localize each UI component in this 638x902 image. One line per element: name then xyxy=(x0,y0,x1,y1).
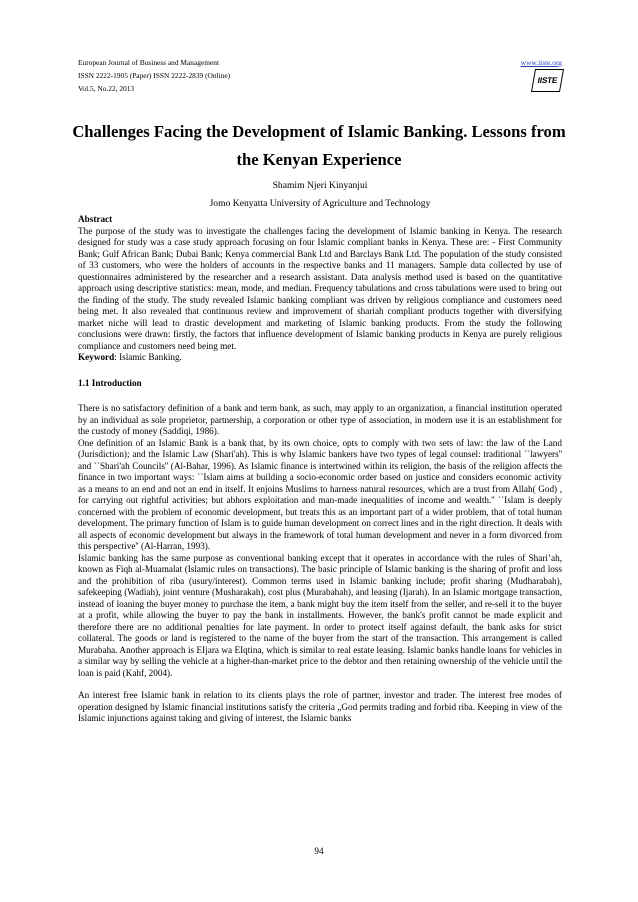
intro-paragraph-2: One definition of an Islamic Bank is a bank that, by its own choice, opts to comply with two sets of law: the law of the Land (Jurisdiction); and the Islamic Law (Shari'ah). This is why Islamic bankers have two types of legal counsel: traditional ``lawyers'' and ``Shari'ah Councils'' (Al-Bahar, 1996). As Islamic finance is intertwined within its religion, the basis of the religion affects the finance in two important ways: ``Islam aims at building a socio-economic order based on justice and considers economic activity as a means to an end and not an end in itself. It enjoins Muslims to harness natural resources, which are a trust from Allah( God) , for carrying out rightful activities; but abhors exploitation and man-made inequalities of income and wealth.'' ``Islam is deeply concerned with the problem of economic development, but treats this as an important part of a wider problem, that of total human development. The primary function of Islam is to guide human development on correct lines and in the right direction. It deals with all aspects of economic development but always in the framework of total human development and never in a form divorced from this perspective'' (Al-Harran, 1993). xyxy=(78,437,562,551)
abstract-heading: Abstract xyxy=(78,214,113,224)
page-number: 94 xyxy=(314,846,324,856)
journal-issn: ISSN 2222-1905 (Paper) ISSN 2222-2839 (Online) xyxy=(78,71,231,80)
keyword-line xyxy=(78,352,562,364)
intro-paragraph-1: There is no satisfactory definition of a bank and term bank, as such, may apply to an organization, a financial institution operated by an individual as sole proprietor, partnership, a corporation or other type of association, in modern use it is an establishment for the custody of money (Saddiqi, 1986). xyxy=(78,403,562,436)
keyword-value: : Islamic Banking. xyxy=(114,352,182,362)
journal-url-link[interactable]: www.iiste.org xyxy=(520,58,562,67)
iiste-logo: IISTE xyxy=(531,69,564,92)
section-heading: 1.1 Introduction xyxy=(78,377,142,388)
author-name: Shamim Njeri Kinyanjui xyxy=(272,180,368,191)
author-affiliation: Jomo Kenyatta University of Agriculture and Technology xyxy=(209,198,431,209)
keyword-label: Keyword xyxy=(78,352,115,362)
paper-body xyxy=(78,214,562,725)
intro-paragraph-3: Islamic banking has the same purpose as conventional banking except that it operates in accordance with the rules of Shari’ah, known as Fiqh al-Muamalat (Islamic rules on transactions). The basic principle of Islamic banking is the sharing of profit and loss and the prohibition of riba (usury/interest). Common terms used in Islamic banking include; profit sharing (Mudharabah), safekeeping (Wadiah), joint venture (Musharakah), cost plus (Murabahah), and leasing (Ijarah). In an Islamic mortgage transaction, instead of loaning the buyer money to purchase the item, a bank might buy the item itself from the seller, and re-sell it to the buyer at a profit, while allowing the buyer to pay the bank in installments. However, the bank's profit cannot be made explicit and therefore there are no additional penalties for late payment. In order to protect itself against default, the bank asks for strict collateral. The goods or land is registered to the name of the buyer from the start of the transaction. This arrangement is called Murabaha. Another approach is EIjara wa EIqtina, which is similar to real estate leasing. Islamic banks handle loans for vehicles in a similar way by selling the vehicle at a higher-than-market price to the debtor and then retaining ownership of the vehicle until the loan is paid (Kahf, 2004). xyxy=(78,552,562,678)
paper-title: Challenges Facing the Development of Islamic Banking. Lessons from the Kenyan Experience xyxy=(72,122,566,169)
journal-volume: Vol.5, No.22, 2013 xyxy=(78,84,135,93)
running-header xyxy=(78,56,562,95)
intro-paragraph-4: An interest free Islamic bank in relation to its clients plays the role of partner, investor and trader. The interest free modes of operation designed by Islamic financial institutions satisfy the criteria „God permits trading and forbid riba. Keeping in view of the Islamic injunctions against taking and giving of interest, the Islamic banks xyxy=(78,690,562,723)
abstract-text: The purpose of the study was to investigate the challenges facing the development of Islamic banking in Kenya. The research designed for study was a case study approach focusing on four Islamic compliant banks in Kenya. These are: - First Community Bank; Gulf African Bank; Dubai Bank; Kenya commercial Bank Ltd and Barclays Bank Ltd. The population of the study consisted of 33 customers, who were the holders of accounts in the respective banks and 11 managers. Sample data collected by use of questionnaires administered by the researcher and a research assistant. Data analysis method used is based on the quantitative approach using descriptive statistics: mean, mode, and median. Frequency tabulations and cross tabulations were used to bring out the finding of the study. The study revealed Islamic banking compliant was driven by religious compliance and customers need being met. It also revealed that continuous review and improvement of shariah compliant products together with diversifying market niche will lead to drastic development and marketing of Islamic banking products. From the study the following conclusions were drawn: firstly, the factors that influence development of Islamic banking products in Kenya are purely religious compliance and customers need being met. xyxy=(78,225,562,351)
journal-name: European Journal of Business and Management xyxy=(78,58,220,67)
